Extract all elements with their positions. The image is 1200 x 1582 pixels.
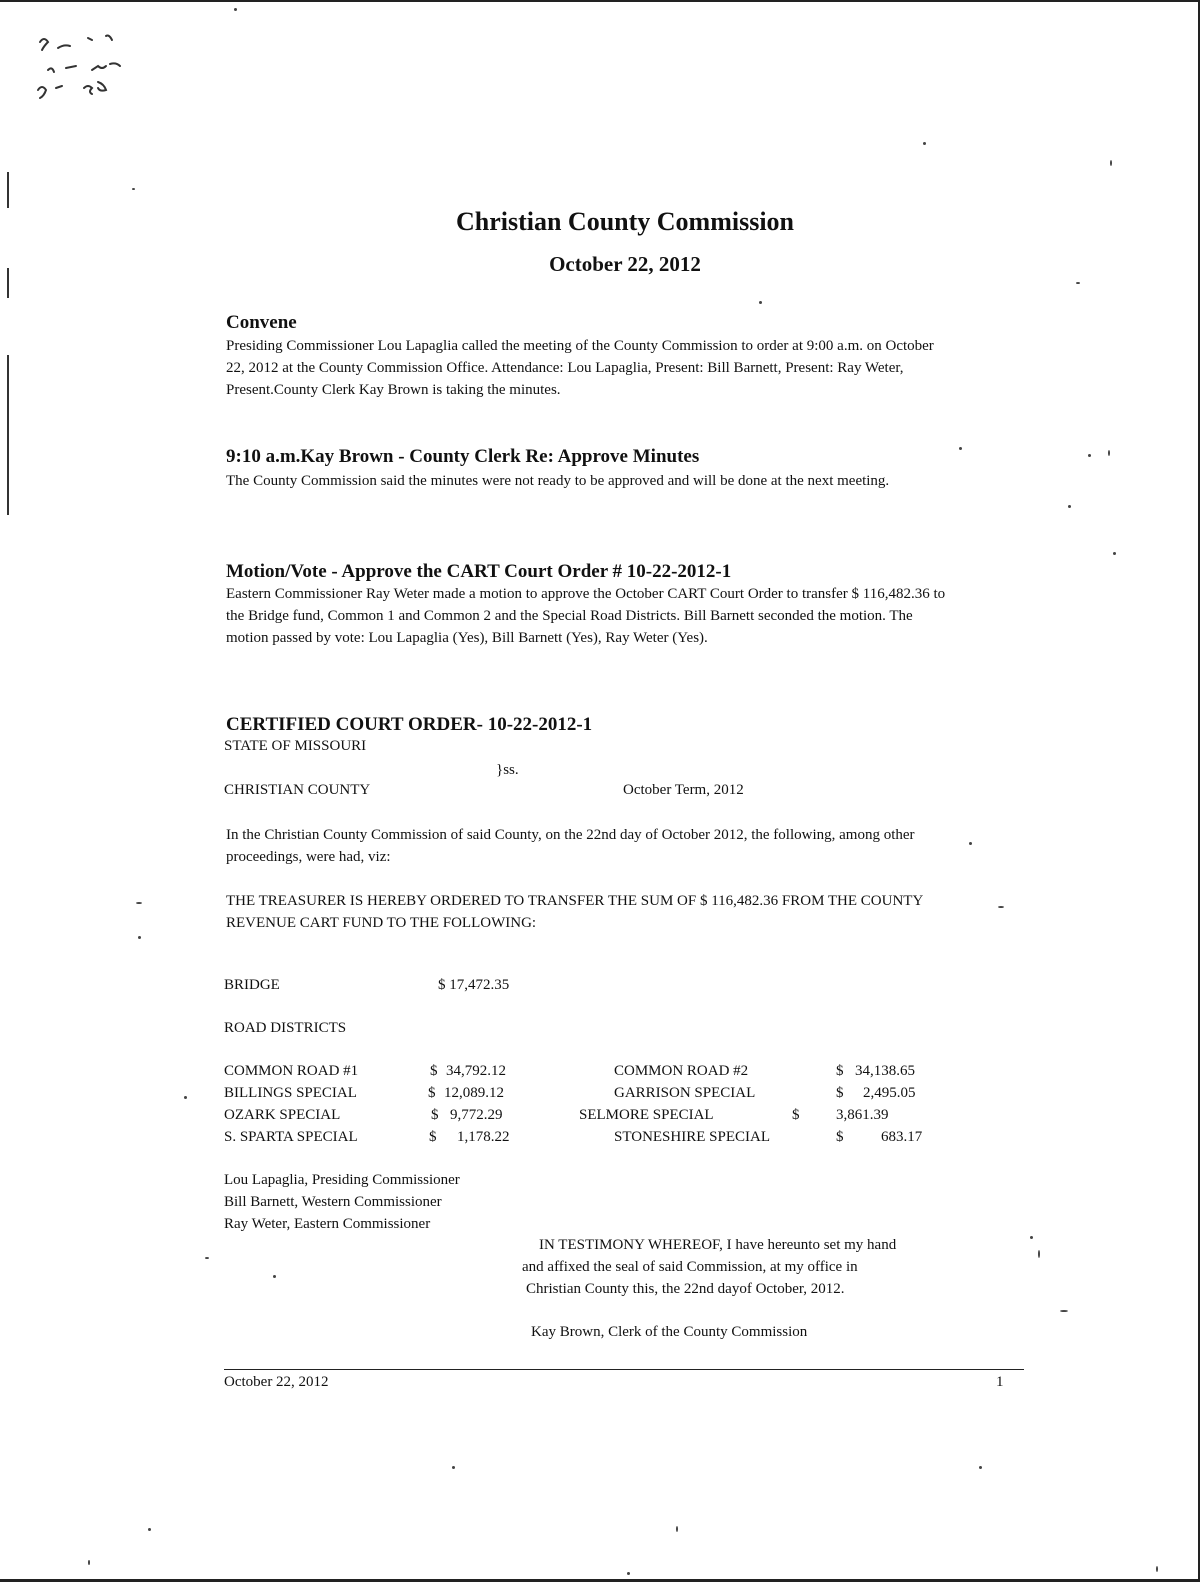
convene-body: Presiding Commissioner Lou Lapaglia called the meeting of the County Commission to order at 9:00 a.m. on October 22, 2012 at the County Commission Office. Attendance: Lou Lapaglia, Present: Bill Barnett, Present: Ray Weter, Present.County Clerk Kay Brown is taking the minutes. bbox=[226, 338, 934, 398]
scan-speck bbox=[132, 188, 135, 190]
district-dollar: $ bbox=[431, 1107, 439, 1123]
scan-speck bbox=[136, 902, 142, 904]
scan-speck bbox=[1110, 160, 1112, 166]
scan-speck bbox=[184, 1096, 187, 1099]
district-dollar: $ bbox=[430, 1063, 438, 1079]
district-dollar: $ bbox=[836, 1085, 844, 1101]
bridge-amount: $ 17,472.35 bbox=[438, 977, 510, 993]
minutes-body: The County Commission said the minutes were not ready to be approved and will be done at the next meeting. bbox=[226, 473, 890, 489]
district-dollar: $ bbox=[429, 1129, 437, 1145]
scan-speck bbox=[1068, 505, 1071, 508]
scan-speck bbox=[998, 906, 1004, 908]
district-name: COMMON ROAD #2 bbox=[614, 1063, 749, 1079]
page-number: 1 bbox=[996, 1374, 1004, 1390]
district-dollar: $ bbox=[836, 1129, 844, 1145]
scan-speck bbox=[959, 447, 962, 450]
signatory: Bill Barnett, Western Commissioner bbox=[224, 1194, 442, 1210]
bridge-label: BRIDGE bbox=[224, 977, 280, 993]
district-dollar: $ bbox=[428, 1085, 436, 1101]
scan-speck bbox=[452, 1466, 455, 1469]
order-term: October Term, 2012 bbox=[623, 782, 744, 798]
testimony-line: IN TESTIMONY WHEREOF, I have hereunto set my hand bbox=[539, 1237, 897, 1253]
order-state: STATE OF MISSOURI bbox=[224, 738, 367, 754]
district-name: STONESHIRE SPECIAL bbox=[614, 1129, 770, 1145]
district-amount: 12,089.12 bbox=[444, 1085, 504, 1101]
signatory: Ray Weter, Eastern Commissioner bbox=[224, 1216, 431, 1232]
scan-speck bbox=[1156, 1566, 1158, 1572]
scan-speck bbox=[273, 1275, 276, 1278]
order-directive: THE TREASURER IS HEREBY ORDERED TO TRANSFER THE SUM OF $ 116,482.36 FROM THE COUNTY REVENUE CART FUND TO THE FOLLOWING: bbox=[226, 893, 923, 931]
scan-speck bbox=[1076, 282, 1080, 284]
district-name: SELMORE SPECIAL bbox=[579, 1107, 714, 1123]
district-amount: 2,495.05 bbox=[863, 1085, 916, 1101]
order-heading: CERTIFIED COURT ORDER- 10-22-2012-1 bbox=[226, 714, 593, 735]
scan-speck bbox=[1030, 1236, 1033, 1239]
scan-speck bbox=[969, 842, 972, 845]
convene-heading: Convene bbox=[226, 312, 297, 333]
page-title: Christian County Commission bbox=[455, 207, 795, 236]
scan-speck bbox=[234, 8, 237, 11]
road-districts-label: ROAD DISTRICTS bbox=[224, 1020, 347, 1036]
scan-speck bbox=[923, 142, 926, 145]
order-intro: In the Christian County Commission of said County, on the 22nd day of October 2012, the following, among other proceedings, were had, viz: bbox=[226, 827, 915, 865]
scan-speck bbox=[759, 301, 762, 304]
scan-mark bbox=[7, 172, 9, 208]
district-amount: 3,861.39 bbox=[836, 1107, 889, 1123]
scan-speck bbox=[979, 1466, 982, 1469]
motion-heading: Motion/Vote - Approve the CART Court Order # 10-22-2012-1 bbox=[226, 561, 732, 582]
district-amount: 34,792.12 bbox=[446, 1063, 506, 1079]
district-name: OZARK SPECIAL bbox=[224, 1107, 341, 1123]
scan-speck bbox=[1038, 1250, 1040, 1258]
scan-mark bbox=[7, 355, 9, 515]
scan-speck bbox=[627, 1572, 630, 1575]
district-dollar: $ bbox=[792, 1107, 800, 1123]
district-amount: 683.17 bbox=[881, 1129, 923, 1145]
testimony-line: and affixed the seal of said Commission, at my office in bbox=[522, 1259, 858, 1275]
scan-speck bbox=[1108, 450, 1110, 456]
scan-speck bbox=[1113, 552, 1116, 555]
district-name: BILLINGS SPECIAL bbox=[224, 1085, 357, 1101]
motion-body: Eastern Commissioner Ray Weter made a motion to approve the October CART Court Order to transfer $ 116,482.36 to the Bridge fund, Common 1 and Common 2 and the Special Road Districts. Bill Barnett seconded the motion. The motion passed by vote: Lou Lapaglia (Yes), Bill Barnett (Yes), Ray Weter (Yes). bbox=[226, 586, 946, 646]
minutes-heading: 9:10 a.m.Kay Brown - County Clerk Re: Approve Minutes bbox=[226, 446, 700, 467]
district-amount: 34,138.65 bbox=[855, 1063, 915, 1079]
district-name: S. SPARTA SPECIAL bbox=[224, 1129, 358, 1145]
order-ss: }ss. bbox=[496, 762, 519, 778]
district-name: GARRISON SPECIAL bbox=[614, 1085, 756, 1101]
footer-date: October 22, 2012 bbox=[224, 1374, 329, 1390]
scan-speck bbox=[676, 1526, 678, 1532]
order-county: CHRISTIAN COUNTY bbox=[224, 782, 371, 798]
clerk-signature: Kay Brown, Clerk of the County Commission bbox=[531, 1324, 808, 1340]
testimony-line: Christian County this, the 22nd dayof October, 2012. bbox=[526, 1281, 845, 1297]
page-date: October 22, 2012 bbox=[549, 252, 701, 276]
scan-speck bbox=[148, 1528, 151, 1531]
scan-speck bbox=[1060, 1310, 1068, 1312]
scan-speck bbox=[88, 1560, 90, 1565]
district-name: COMMON ROAD #1 bbox=[224, 1063, 359, 1079]
handwritten-mark-icon bbox=[34, 30, 134, 110]
district-dollar: $ bbox=[836, 1063, 844, 1079]
scan-speck bbox=[1088, 454, 1091, 457]
footer-rule bbox=[224, 1369, 1024, 1370]
district-amount: 1,178.22 bbox=[457, 1129, 510, 1145]
scan-speck bbox=[205, 1257, 209, 1259]
scan-speck bbox=[138, 936, 141, 939]
district-amount: 9,772.29 bbox=[450, 1107, 503, 1123]
signatory: Lou Lapaglia, Presiding Commissioner bbox=[224, 1172, 460, 1188]
